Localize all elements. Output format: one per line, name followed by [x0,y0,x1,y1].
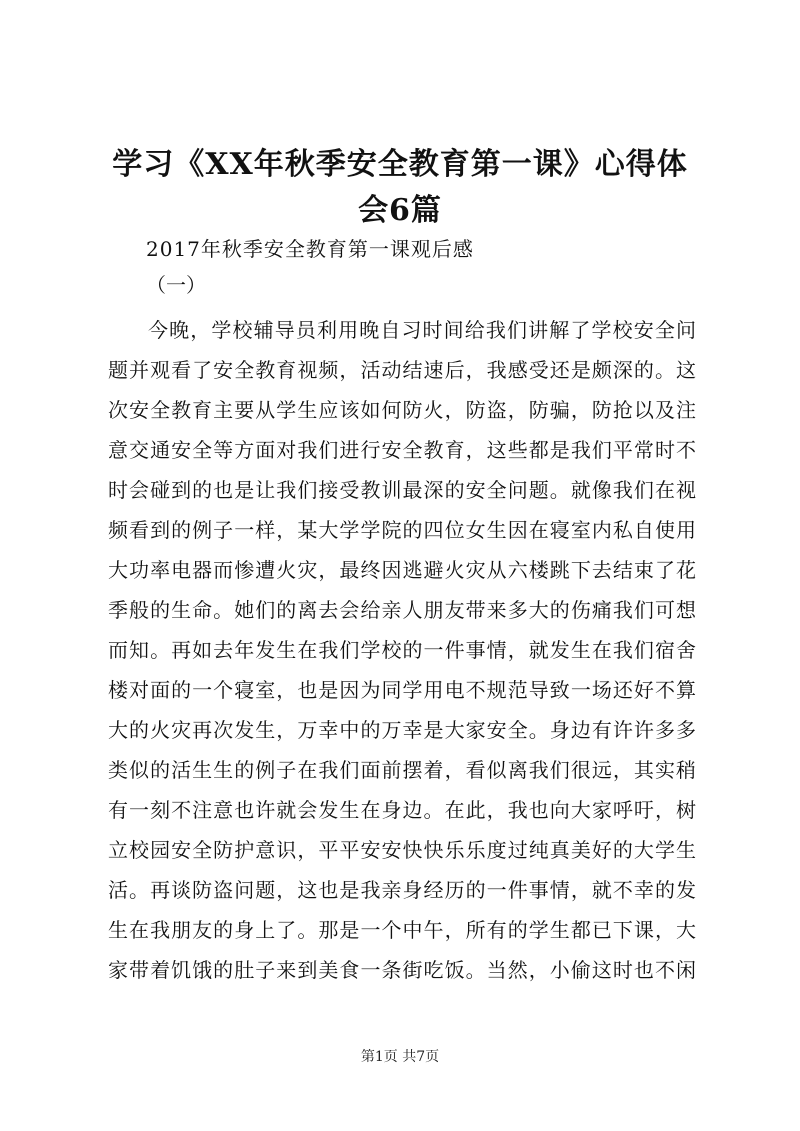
paragraph-line: 类似的活生生的例子在我们面前摆着，看似离我们很远，其实稍 [108,758,696,782]
paragraph-line: 时会碰到的也是让我们接受教训最深的安全问题。就像我们在视 [108,478,696,502]
document-subtitle: 2017年秋季安全教育第一课观后感 [146,237,474,261]
paragraph-line: 生在我朋友的身上了。那是一个中午，所有的学生都已下课，大 [108,918,696,942]
paragraph-line: 楼对面的一个寝室，也是因为同学用电不规范导致一场还好不算 [108,678,696,702]
paragraph-line: 大的火灾再次发生，万幸中的万幸是大家安全。身边有许许多多 [108,718,696,742]
page-footer: 第1页 共7页 [360,1049,440,1065]
paragraph-line: 次安全教育主要从学生应该如何防火，防盗，防骗，防抢以及注 [108,398,696,422]
document-title: 学习《XX年秋季安全教育第一课》心得体会6篇 [112,147,688,228]
body-paragraph [108,310,696,990]
paragraph-line: 而知。再如去年发生在我们学校的一件事情，就发生在我们宿舍 [108,638,696,662]
paragraph-line: 意交通安全等方面对我们进行安全教育，这些都是我们平常时不 [108,438,696,462]
paragraph-line: 频看到的例子一样，某大学学院的四位女生因在寝室内私自使用 [108,518,696,542]
paragraph-line: 家带着饥饿的肚子来到美食一条街吃饭。当然，小偷这时也不闲 [108,958,696,982]
paragraph-line: 有一刻不注意也许就会发生在身边。在此，我也向大家呼吁，树 [108,798,696,822]
paragraph-line: 季般的生命。她们的离去会给亲人朋友带来多大的伤痛我们可想 [108,598,696,622]
paragraph-line: 大功率电器而惨遭火灾，最终因逃避火灾从六楼跳下去结束了花 [108,558,696,582]
section-label: （一） [146,273,206,297]
paragraph-line: 活。再谈防盗问题，这也是我亲身经历的一件事情，就不幸的发 [108,878,696,902]
paragraph-line: 今晚，学校辅导员利用晚自习时间给我们讲解了学校安全问 [148,318,696,342]
paragraph-line: 题并观看了安全教育视频，活动结速后，我感受还是颇深的。这 [108,358,696,382]
paragraph-line: 立校园安全防护意识，平平安安快快乐乐度过纯真美好的大学生 [108,838,696,862]
